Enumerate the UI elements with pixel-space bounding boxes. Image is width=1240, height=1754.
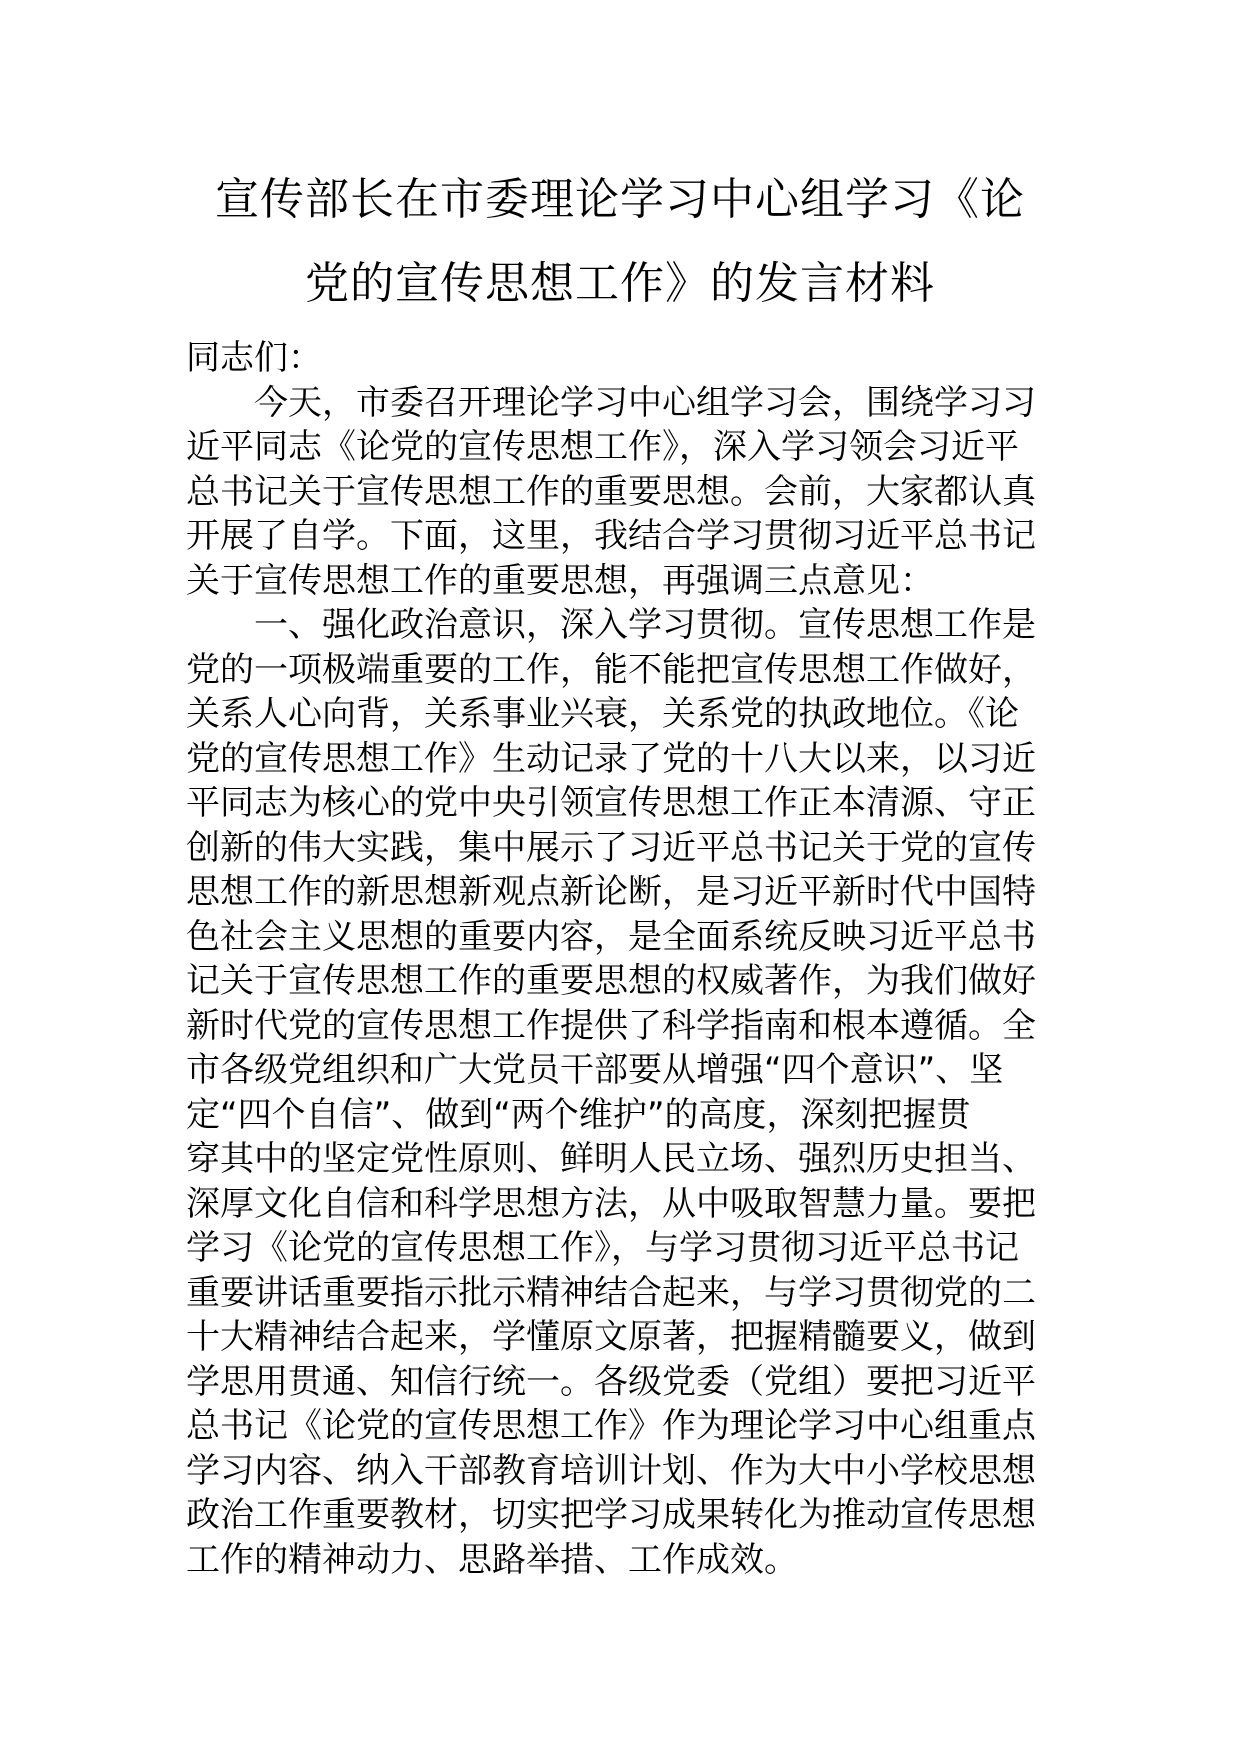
paragraph-1-line: 今天，市委召开理论学习中心组学习会，围绕学习习 — [254, 382, 1036, 423]
paragraph-1-line: 总书记关于宣传思想工作的重要思想。会前，大家都认真 — [186, 471, 1036, 512]
paragraph-2-line: 创新的伟大实践，集中展示了习近平总书记关于党的宣传 — [186, 827, 1036, 868]
paragraph-2-line: 党的宣传思想工作》生动记录了党的十八大以来，以习近 — [186, 738, 1036, 779]
paragraph-2-line: 政治工作重要教材，切实把学习成果转化为推动宣传思想 — [186, 1495, 1036, 1535]
paragraph-2-line: 工作的精神动力、思路举措、工作成效。 — [186, 1539, 798, 1580]
paragraph-2-line: 总书记《论党的宣传思想工作》作为理论学习中心组重点 — [186, 1406, 1036, 1446]
paragraph-2-line: 色社会主义思想的重要内容，是全面系统反映习近平总书 — [186, 916, 1036, 957]
salutation: 同志们： — [186, 338, 322, 378]
paragraph-2-line: 一、强化政治意识，深入学习贯彻。宣传思想工作是 — [254, 605, 1036, 645]
paragraph-2-line: 平同志为核心的党中央引领宣传思想工作正本清源、守正 — [186, 783, 1036, 823]
paragraph-2-line: 学习《论党的宣传思想工作》，与学习贯彻习近平总书记 — [186, 1228, 1019, 1268]
paragraph-2-line: 深厚文化自信和科学思想方法，从中吸取智慧力量。要把 — [186, 1183, 1036, 1224]
paragraph-2-line: 思想工作的新思想新观点新论断，是习近平新时代中国特 — [186, 872, 1036, 912]
paragraph-1-line: 近平同志《论党的宣传思想工作》，深入学习领会习近平 — [186, 427, 1019, 467]
paragraph-2-line: 穿其中的坚定党性原则、鲜明人民立场、强烈历史担当、 — [186, 1139, 1036, 1179]
paragraph-2-line: 市各级党组织和广大党员干部要从增强“四个意识”、坚 — [186, 1050, 1004, 1090]
paragraph-2-line: 记关于宣传思想工作的重要思想的权威著作，为我们做好 — [186, 961, 1036, 1001]
paragraph-2-line: 学思用贯通、知信行统一。各级党委（党组）要把习近平 — [186, 1361, 1036, 1402]
paragraph-2-line: 党的一项极端重要的工作，能不能把宣传思想工作做好， — [186, 649, 1036, 690]
document-body — [186, 336, 1056, 1582]
document-title-line-1: 宣传部长在市委理论学习中心组学习《论 — [215, 174, 1025, 225]
document-title-line-2: 党的宣传思想工作》的发言材料 — [305, 258, 935, 309]
paragraph-2-line: 重要讲话重要指示批示精神结合起来，与学习贯彻党的二 — [186, 1272, 1036, 1313]
paragraph-2-line: 定“四个自信”、做到“两个维护”的高度，深刻把握贯 — [186, 1094, 971, 1135]
paragraph-1-line: 关于宣传思想工作的重要思想，再强调三点意见： — [186, 560, 934, 601]
paragraph-1-line: 开展了自学。下面，这里，我结合学习贯彻习近平总书记 — [186, 516, 1036, 556]
paragraph-2-line: 新时代党的宣传思想工作提供了科学指南和根本遵循。全 — [186, 1005, 1036, 1046]
paragraph-2-line: 关系人心向背，关系事业兴衰，关系党的执政地位。《论 — [186, 694, 1019, 734]
paragraph-2-line: 十大精神结合起来，学懂原文原著，把握精髓要义，做到 — [186, 1317, 1036, 1357]
paragraph-2-line: 学习内容、纳入干部教育培训计划、作为大中小学校思想 — [186, 1450, 1036, 1491]
